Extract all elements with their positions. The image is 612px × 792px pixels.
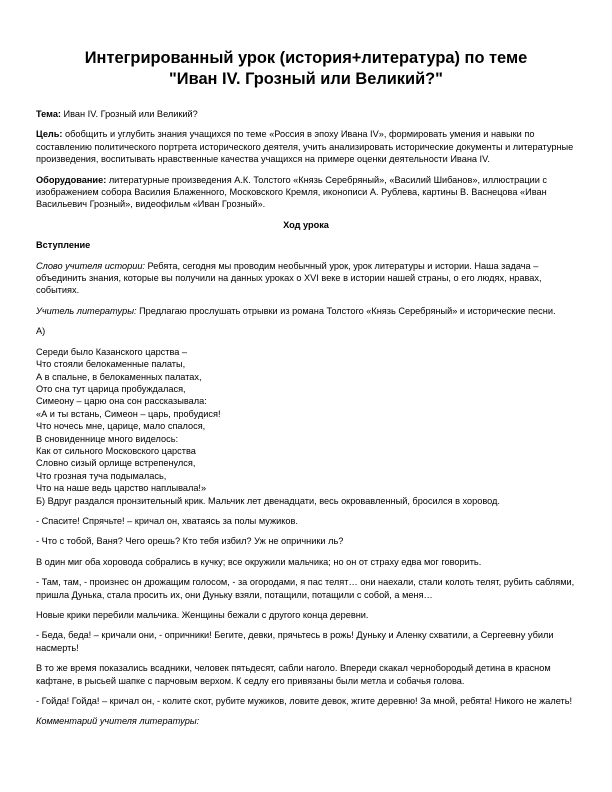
lit-teacher-label: Учитель литературы: xyxy=(36,305,137,316)
title-line-2: "Иван IV. Грозный или Великий?" xyxy=(169,70,443,88)
poem-line: Словно сизый орлище встрепенулся, xyxy=(36,458,196,469)
story-paragraph: - Спасите! Спрячьте! – кричал он, хватаясь за полы мужиков. xyxy=(36,515,298,526)
history-teacher-paragraph xyxy=(36,260,576,297)
document-title xyxy=(36,48,576,90)
intro-heading: Вступление xyxy=(36,240,91,251)
title-line-1: Интегрированный урок (история+литература) по теме xyxy=(84,49,528,67)
poem-line: Что стояли белокаменные палаты, xyxy=(36,359,186,370)
story-paragraph: В то же время показались всадники, человек пятьдесят, сабли наголо. Впереди скакал чернобородый детина в красном кафтане, в рысьей шапке с парчовым верхом. К седлу его привязаны были метла и собачья голова. xyxy=(36,663,551,686)
poem-line: А в спальне, в белокаменных палатах, xyxy=(36,371,202,382)
topic-paragraph xyxy=(36,108,576,120)
story-paragraph: В один миг оба хоровода собрались в кучку; все окружили мальчика; но он от страху едва мог говорить. xyxy=(36,556,482,567)
story-paragraph: Б) Вдруг раздался пронзительный крик. Мальчик лет двенадцати, весь окровавленный, бросился в хоровод. xyxy=(36,495,500,506)
poem-line: Что ночесь мне, царице, мало спалося, xyxy=(36,421,206,432)
lit-teacher-text: Предлагаю прослушать отрывки из романа Толстого «Князь Серебряный» и исторические песни. xyxy=(136,305,556,316)
poem-line: Что грозная туча подымалась, xyxy=(36,470,167,481)
goal-text: обобщить и углубить знания учащихся по теме «Россия в эпоху Ивана IV», формировать умения и навыки по составлению политического портрета исторического деятеля, учить анализировать исторические документы и литературные произведения, воспитывать нравственные качества учащихся на примере оценки деятельности Ивана IV. xyxy=(36,129,574,165)
story-paragraph: - Что с тобой, Ваня? Чего орешь? Кто тебя избил? Уж не опричники ль? xyxy=(36,536,344,547)
goal-paragraph xyxy=(36,128,576,165)
poem-line: Симеону – царю она сон рассказывала: xyxy=(36,396,207,407)
topic-label: Тема: xyxy=(36,109,61,119)
topic-text: Иван IV. Грозный или Великий? xyxy=(61,109,198,119)
poem-block xyxy=(36,346,576,495)
story-paragraph: - Гойда! Гойда! – кричал он, - колите скот, рубите мужиков, ловите девок, жгите деревню! За мной, ребята! Никого не жалеть! xyxy=(36,696,573,707)
story-paragraph: - Там, там, - произнес он дрожащим голосом, - за огородами, я пас телят… они наехали, стали колоть телят, рубить саблями, пришла Дунька, стала просить их, они Дуньку взяли, потащили, потащили с собой, а меня… xyxy=(36,577,575,600)
history-teacher-label: Слово учителя истории: xyxy=(36,260,145,271)
section-a-label: А) xyxy=(36,326,46,337)
goal-label: Цель: xyxy=(36,129,63,140)
poem-line: Середи было Казанского царства – xyxy=(36,346,188,357)
equipment-paragraph xyxy=(36,174,576,211)
poem-line: Ото сна тут царица пробуждалася, xyxy=(36,383,186,394)
lesson-heading: Ход урока xyxy=(283,219,329,230)
history-teacher-text: Ребята, сегодня мы проводим необычный урок, урок литературы и истории. Наша задача – объединить знания, которые вы получили на данных уроках о XVI веке в истории нашей страны, о его людях, нравах, событиях. xyxy=(36,260,542,296)
poem-line: «А и ты встань, Симеон – царь, пробудися! xyxy=(36,408,221,419)
equipment-text: литературные произведения А.К. Толстого «Князь Серебряный», «Василий Шибанов», иллюстрации с изображением собора Василия Блаженного, Московского Кремля, иконописи А. Рублева, картины В. Васнецова «Иван Васильевич Грозный», видеофильм «Иван Грозный». xyxy=(36,174,548,210)
story-paragraph: Новые крики перебили мальчика. Женщины бежали с другого конца деревни. xyxy=(36,610,369,620)
story-paragraph: - Беда, беда! – кричали они, - опричники! Бегите, девки, прячьтесь в рожь! Дуньку и Аленку схватили, а Сергеевну убили насмерть! xyxy=(36,630,554,653)
poem-line: В сновиденнице много виделось: xyxy=(36,433,179,444)
poem-line: Что на наше ведь царство наплывала!» xyxy=(36,483,207,494)
equipment-label: Оборудование: xyxy=(36,174,107,185)
poem-line: Как от сильного Московского царства xyxy=(36,445,196,456)
comment-label: Комментарий учителя литературы: xyxy=(36,716,200,727)
lit-teacher-paragraph xyxy=(36,305,576,317)
